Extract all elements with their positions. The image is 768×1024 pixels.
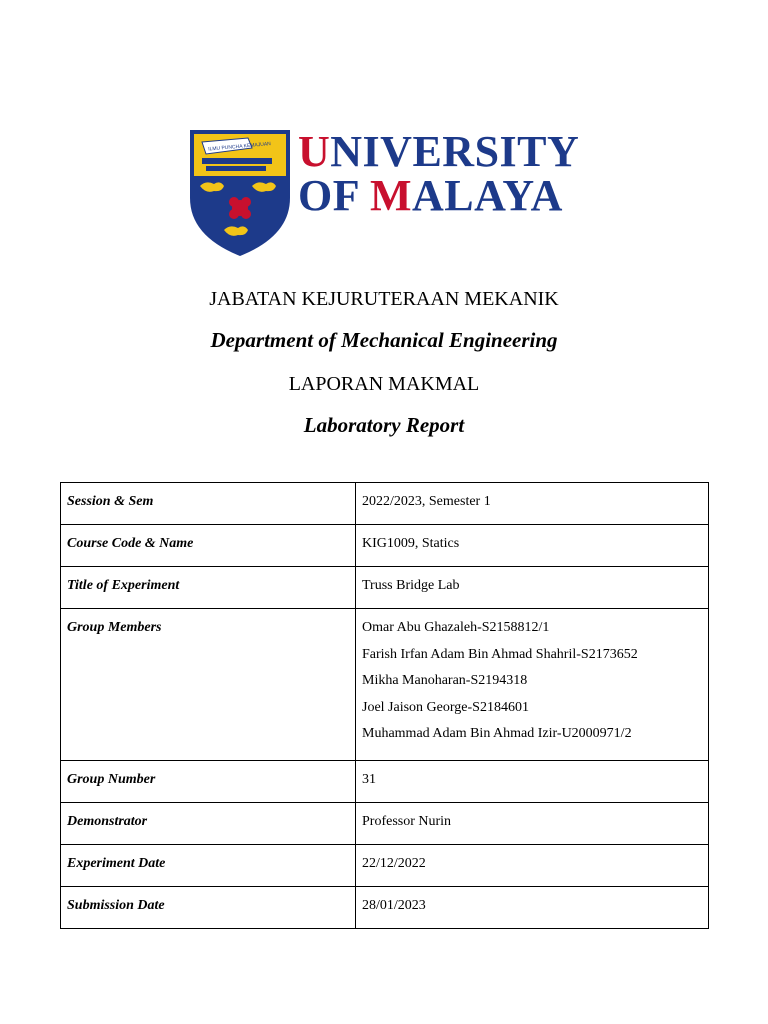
report-title-english: Laboratory Report (303, 413, 465, 437)
experiment-date-label: Experiment Date (61, 844, 356, 886)
group-members-list (356, 609, 709, 761)
logo-wordmark-line1: UNIVERSITY (298, 127, 580, 176)
table-row (61, 844, 709, 886)
experiment-title-value: Truss Bridge Lab (356, 567, 709, 609)
experiment-date-value: 22/12/2022 (356, 844, 709, 886)
department-title-malay: JABATAN KEJURUTERAAN MEKANIK (209, 288, 559, 310)
group-members-label: Group Members (61, 609, 356, 761)
crest-banner-text: ILMU PUNCHA KEMAJUAN (207, 141, 272, 153)
group-member: Muhammad Adam Bin Ahmad Izir-U2000971/2 (362, 726, 632, 741)
submission-date-value: 28/01/2023 (356, 886, 709, 928)
report-title-malay: LAPORAN MAKMAL (288, 373, 480, 395)
course-label: Course Code & Name (61, 525, 356, 567)
group-member: Mikha Manoharan-S2194318 (362, 673, 528, 688)
group-member: Omar Abu Ghazaleh-S2158812/1 (362, 620, 550, 635)
report-info-table (60, 482, 709, 929)
university-logo (188, 128, 580, 260)
group-number-value: 31 (356, 760, 709, 802)
group-member: Farish Irfan Adam Bin Ahmad Shahril-S2173652 (362, 646, 638, 662)
course-value: KIG1009, Statics (356, 525, 709, 567)
table-row (61, 525, 709, 567)
university-crest-icon (188, 128, 292, 258)
demonstrator-value: Professor Nurin (356, 802, 709, 844)
logo-wordmark-line2: OF MALAYA (298, 171, 563, 220)
group-number-label: Group Number (61, 760, 356, 802)
table-row (61, 760, 709, 802)
table-row (61, 802, 709, 844)
demonstrator-label: Demonstrator (61, 802, 356, 844)
table-row (61, 483, 709, 525)
submission-date-label: Submission Date (61, 886, 356, 928)
session-label: Session & Sem (61, 483, 356, 525)
department-title-english: Department of Mechanical Engineering (210, 328, 558, 352)
table-row (61, 609, 709, 761)
table-row (61, 886, 709, 928)
group-member: Joel Jaison George-S2184601 (362, 699, 529, 715)
experiment-title-label: Title of Experiment (61, 567, 356, 609)
session-value: 2022/2023, Semester 1 (356, 483, 709, 525)
table-row (61, 567, 709, 609)
